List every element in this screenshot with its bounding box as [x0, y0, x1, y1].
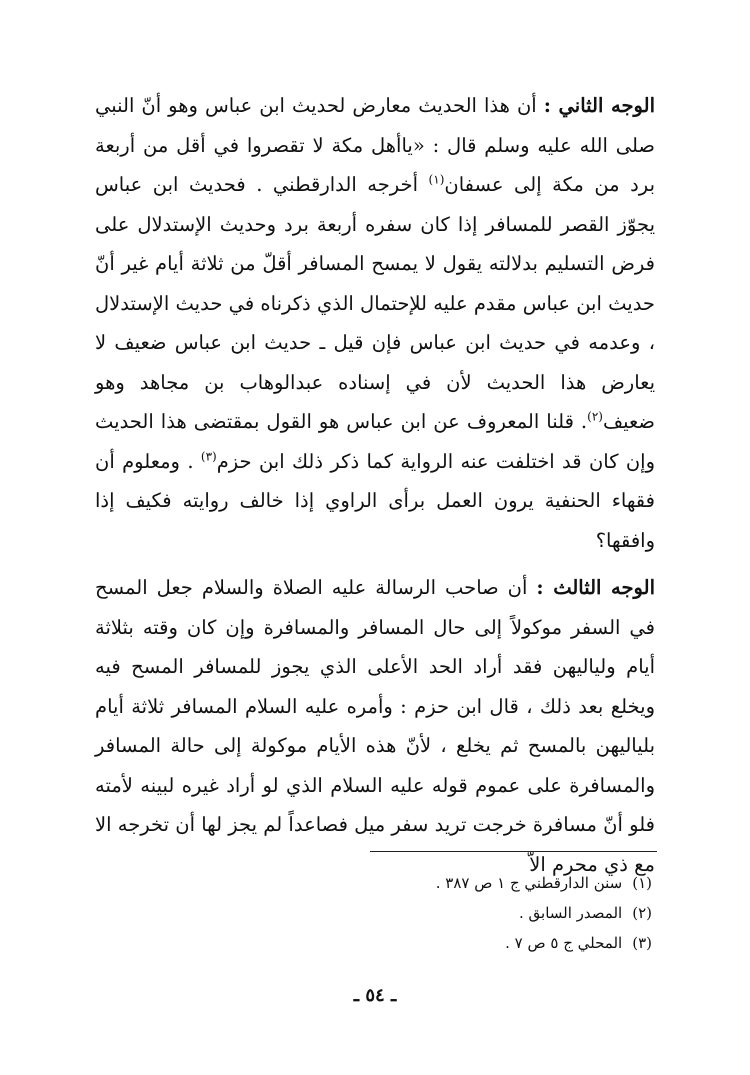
footnote-item	[352, 898, 652, 928]
footnote-text: سنن الدارقطني ج ١ ص ٣٨٧ .	[435, 874, 623, 892]
section-heading: الوجه الثالث :	[536, 576, 655, 599]
paragraph	[95, 568, 655, 884]
paragraph-text: . قلنا المعروف عن ابن عباس هو القول بمقتضى هذا الحديث وإن كان قد اختلفت عنه الرواية كما ذكر ذلك ابن حزم	[95, 410, 655, 473]
paragraph-text: . ومعلوم أن فقهاء الحنفية يرون العمل برأى الراوي إذا خالف روايته فكيف إذا وافقها؟	[95, 449, 655, 552]
footnotes-list	[352, 868, 652, 958]
footnote-number: (١)	[632, 874, 652, 892]
section-heading: الوجه الثاني :	[543, 94, 655, 117]
paragraph	[95, 86, 655, 560]
footnote-item	[352, 868, 652, 898]
footnote-number: (٣)	[632, 934, 652, 952]
footnote-item	[352, 928, 652, 958]
paragraph-text: أن صاحب الرسالة عليه الصلاة والسلام جعل المسح في السفر موكولاً إلى حال المسافر والمسافرة وإن كان وقته بثلاثة أيام ولياليهن فقد أراد الحد الأعلى الذي يجوز للمسافر المسح فيه ويخلع بعد ذلك ، قال ابن حزم : وأمره عليه السلام المسافر ثلاثة أيام بلياليهن بالمسح ثم يخلع ، لأنّ هذه الأيام موكولة إلى حالة المسافر والمسافرة على عموم قوله عليه السلام الذي لو أراد غيره لبينه لأمته فلو أنّ مسافرة خرجت تريد سفر ميل فصاعداً لم يجز لها أن تخرجه الا مع ذي محرم الاّ	[95, 576, 655, 876]
paragraph-text: أن هذا الحديث معارض لحديث ابن عباس وهو أنّ النبي صلى الله عليه وسلم قال : «ياأهل مكة لا تقصروا في أقل من أربعة برد من مكة إلى عسفان	[95, 94, 655, 196]
footnote-text: المحلي ج ٥ ص ٧ .	[505, 934, 623, 952]
footnote-ref-3[interactable]: (٣)	[200, 449, 217, 463]
page-number: ـ ٥٤ ـ	[353, 985, 397, 1006]
footnote-divider	[370, 851, 657, 852]
footnote-number: (٢)	[632, 904, 652, 922]
footnote-ref-2[interactable]: (٢)	[587, 409, 603, 424]
paragraph-text: أخرجه الدارقطني . فحديث ابن عباس يجوّز القصر للمسافر إذا كان سفره أربعة برد وحديث الإستدلال على فرض التسليم بدلالته يقول لا يمسح المسافر أقلّ من ثلاثة أيام غير أنّ حديث ابن عباس مقدم عليه للإحتمال الذي ذكرناه في حديث الإستدلال ، وعدمه في حديث ابن عباس فإن قيل ـ حديث ابن عباس ضعيف لا يعارض هذا الحديث لأن في إسناده عبدالوهاب بن مجاهد وهو ضعيف	[95, 173, 655, 433]
section-second-aspect	[95, 86, 655, 560]
footnote-ref-1[interactable]: (١)	[428, 172, 445, 187]
section-third-aspect	[95, 568, 655, 884]
footnote-text: المصدر السابق .	[519, 904, 623, 922]
